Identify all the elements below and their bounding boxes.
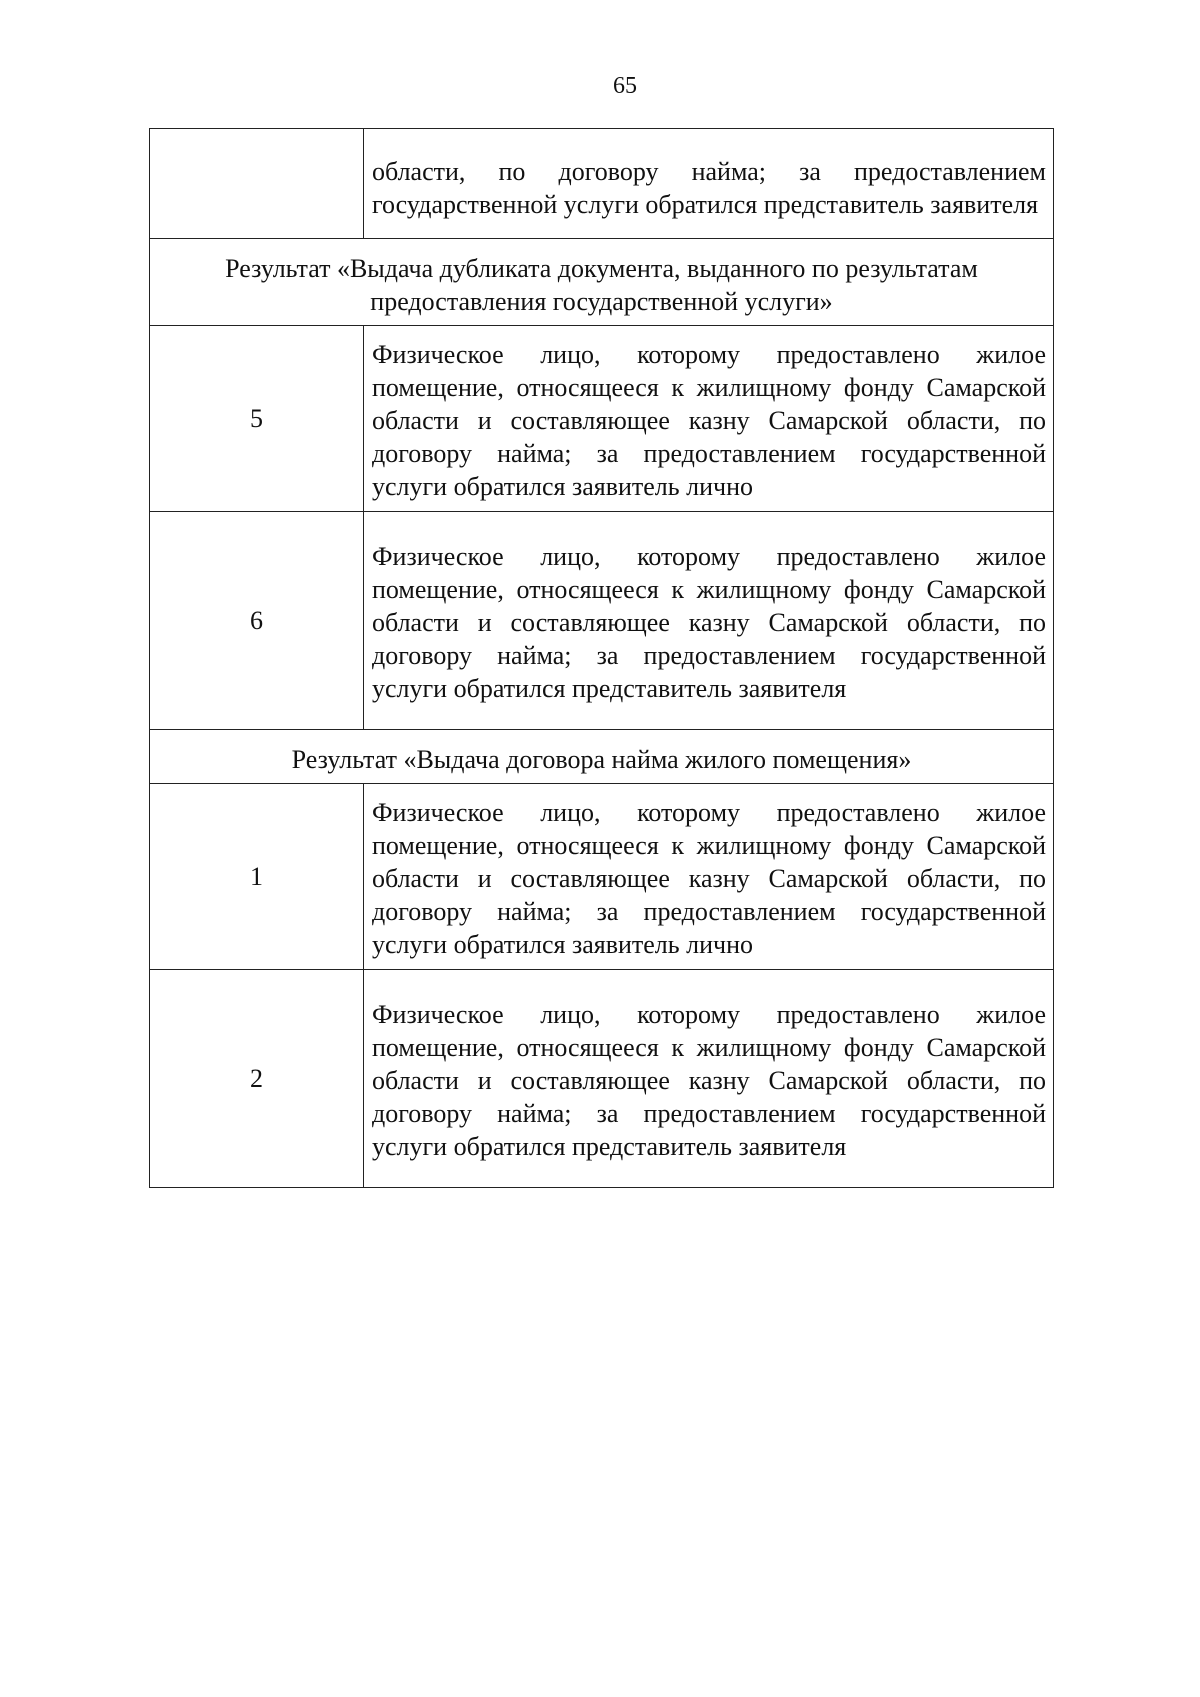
applicant-description: области, по договору найма; за предоставлением государственной услуги обратился представитель заявителя	[364, 129, 1054, 239]
table-row	[150, 129, 1054, 239]
table-row	[150, 326, 1054, 512]
result-header-row	[150, 239, 1054, 326]
applicant-description: Физическое лицо, которому предоставлено жилое помещение, относящееся к жилищному фонду Самарской области и составляющее казну Самарской области, по договору найма; за предоставлением государственной услуги обратился представитель заявителя	[364, 512, 1054, 730]
variant-number: 2	[150, 970, 364, 1188]
page-number: 65	[613, 73, 637, 99]
result-header-row	[150, 730, 1054, 784]
variant-number: 1	[150, 784, 364, 970]
result-contract-heading: Результат «Выдача договора найма жилого помещения»	[150, 730, 1054, 784]
applicant-variants-table	[149, 128, 1054, 1188]
variant-number: 6	[150, 512, 364, 730]
table-row	[150, 512, 1054, 730]
applicant-description: Физическое лицо, которому предоставлено жилое помещение, относящееся к жилищному фонду Самарской области и составляющее казну Самарской области, по договору найма; за предоставлением государственной услуги обратился заявитель лично	[364, 784, 1054, 970]
applicant-description: Физическое лицо, которому предоставлено жилое помещение, относящееся к жилищному фонду Самарской области и составляющее казну Самарской области, по договору найма; за предоставлением государственной услуги обратился представитель заявителя	[364, 970, 1054, 1188]
variant-number: 5	[150, 326, 364, 512]
variant-number	[150, 129, 364, 239]
table-row	[150, 784, 1054, 970]
table-row	[150, 970, 1054, 1188]
applicant-description: Физическое лицо, которому предоставлено жилое помещение, относящееся к жилищному фонду Самарской области и составляющее казну Самарской области, по договору найма; за предоставлением государственной услуги обратился заявитель лично	[364, 326, 1054, 512]
result-duplicate-heading: Результат «Выдача дубликата документа, выданного по результатам предоставления государственной услуги»	[150, 239, 1054, 326]
